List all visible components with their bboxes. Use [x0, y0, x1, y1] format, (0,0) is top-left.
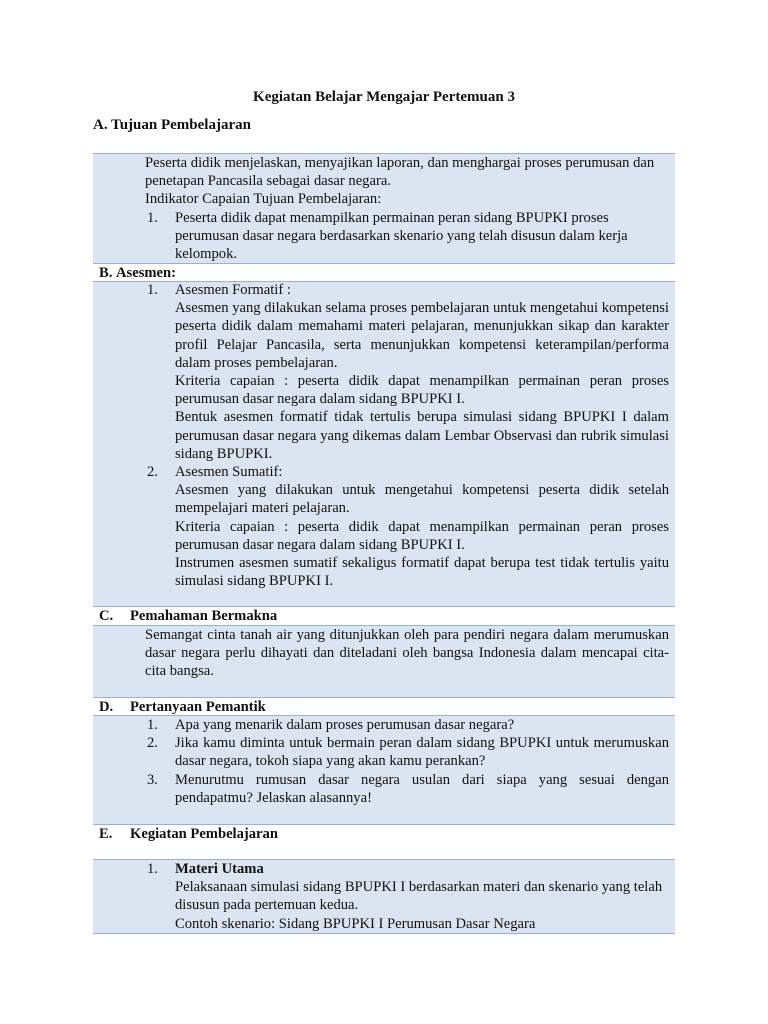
section-a-heading: A. Tujuan Pembelajaran	[93, 117, 251, 133]
section-b-list	[145, 281, 669, 590]
list-item	[145, 716, 669, 734]
list-item	[145, 771, 669, 807]
asesmen-sumatif-instrumen: Instrumen asesmen sumatif sekaligus formatif dapat berupa test tidak tertulis yaitu simulasi sidang BPUPKI I.	[175, 555, 669, 590]
section-e-list	[145, 860, 669, 933]
list-item	[145, 209, 669, 264]
document-title: Kegiatan Belajar Mengajar Pertemuan 3	[253, 89, 515, 105]
section-a-indicator-label: Indikator Capaian Tujuan Pembelajaran:	[145, 191, 382, 208]
section-a-list	[145, 209, 669, 264]
list-number: 1.	[147, 717, 158, 733]
list-item	[145, 860, 669, 933]
asesmen-sumatif-desc: Asesmen yang dilakukan untuk mengetahui kompetensi peserta didik setelah mempelajari materi pelajaran.	[175, 482, 669, 517]
materi-utama-contoh: Contoh skenario: Sidang BPUPKI I Perumusan Dasar Negara	[175, 915, 536, 932]
list-number: 1.	[147, 282, 158, 298]
asesmen-formatif-desc: Asesmen yang dilakukan selama proses pembelajaran untuk mengetahui kompetensi peserta didik dalam memahami materi pelajaran, menunjukkan sikap dan karakter profil Pelajar Pancasila, serta menunjukkan kompetensi keterampilan/performa dalam proses pembelajaran.	[175, 300, 669, 371]
section-d-content	[145, 716, 669, 807]
list-text: Apa yang menarik dalam proses perumusan dasar negara?	[175, 717, 515, 733]
section-b-label: B.	[99, 265, 113, 281]
section-d-list	[145, 716, 669, 807]
list-number: 2.	[147, 735, 158, 752]
section-d-heading: Pertanyaan Pemantik	[130, 699, 266, 715]
section-e-heading: Kegiatan Pembelajaran	[130, 826, 278, 842]
list-text: Peserta didik dapat menampilkan permainan peran sidang BPUPKI proses perumusan dasar negara berdasarkan skenario yang telah disusun dalam kerja kelompok.	[175, 209, 628, 263]
list-number: 1.	[147, 861, 158, 877]
section-c-heading: Pemahaman Bermakna	[130, 608, 278, 624]
section-a-content	[145, 154, 669, 263]
section-e-header	[93, 825, 675, 859]
list-text: Menurutmu rumusan dasar negara usulan dari siapa yang sesuai dengan pendapatmu? Jelaskan alasannya!	[175, 771, 669, 806]
asesmen-formatif-title: Asesmen Formatif :	[175, 282, 291, 298]
list-item	[145, 463, 669, 590]
section-b-header	[93, 264, 675, 281]
materi-utama-title: Materi Utama	[175, 861, 264, 877]
section-d-label: D.	[99, 699, 114, 715]
section-a-intro: Peserta didik menjelaskan, menyajikan laporan, dan menghargai proses perumusan dan penetapan Pancasila sebagai dasar negara.	[145, 155, 655, 190]
section-e-content	[145, 860, 669, 933]
list-item	[145, 734, 669, 770]
section-b-heading: Asesmen:	[116, 265, 176, 281]
section-c-header	[93, 607, 675, 625]
list-item	[145, 281, 669, 463]
materi-utama-desc: Pelaksanaan simulasi sidang BPUPKI I berdasarkan materi dan skenario yang telah disusun pada pertemuan kedua.	[175, 879, 663, 914]
asesmen-formatif-bentuk: Bentuk asesmen formatif tidak tertulis berupa simulasi sidang BPUPKI I dalam perumusan dasar negara yang dikemas dalam Lembar Observasi dan rubrik simulasi sidang BPUPKI.	[175, 409, 669, 462]
list-number: 1.	[147, 209, 158, 226]
section-c-label: C.	[99, 608, 114, 624]
list-text: Jika kamu diminta untuk bermain peran dalam sidang BPUPKI untuk merumuskan dasar negara, tokoh siapa yang akan kamu perankan?	[175, 735, 669, 770]
section-b-content	[145, 281, 669, 590]
asesmen-formatif-kriteria: Kriteria capaian : peserta didik dapat menampilkan permainan peran proses perumusan dasar negara dalam sidang BPUPKI I.	[175, 373, 669, 408]
rule	[93, 933, 675, 934]
section-d-header	[93, 698, 675, 715]
asesmen-sumatif-kriteria: Kriteria capaian : peserta didik dapat menampilkan permainan peran proses perumusan dasar negara dalam sidang BPUPKI I.	[175, 518, 669, 553]
asesmen-sumatif-title: Asesmen Sumatif:	[175, 464, 283, 481]
section-c-text: Semangat cinta tanah air yang ditunjukkan oleh para pendiri negara dalam merumuskan dasar negara perlu dihayati dan diteladani oleh bangsa Indonesia dalam mencapai cita-cita bangsa.	[145, 627, 669, 680]
list-number: 2.	[147, 464, 158, 481]
section-e-label: E.	[99, 826, 113, 842]
list-number: 3.	[147, 771, 158, 788]
